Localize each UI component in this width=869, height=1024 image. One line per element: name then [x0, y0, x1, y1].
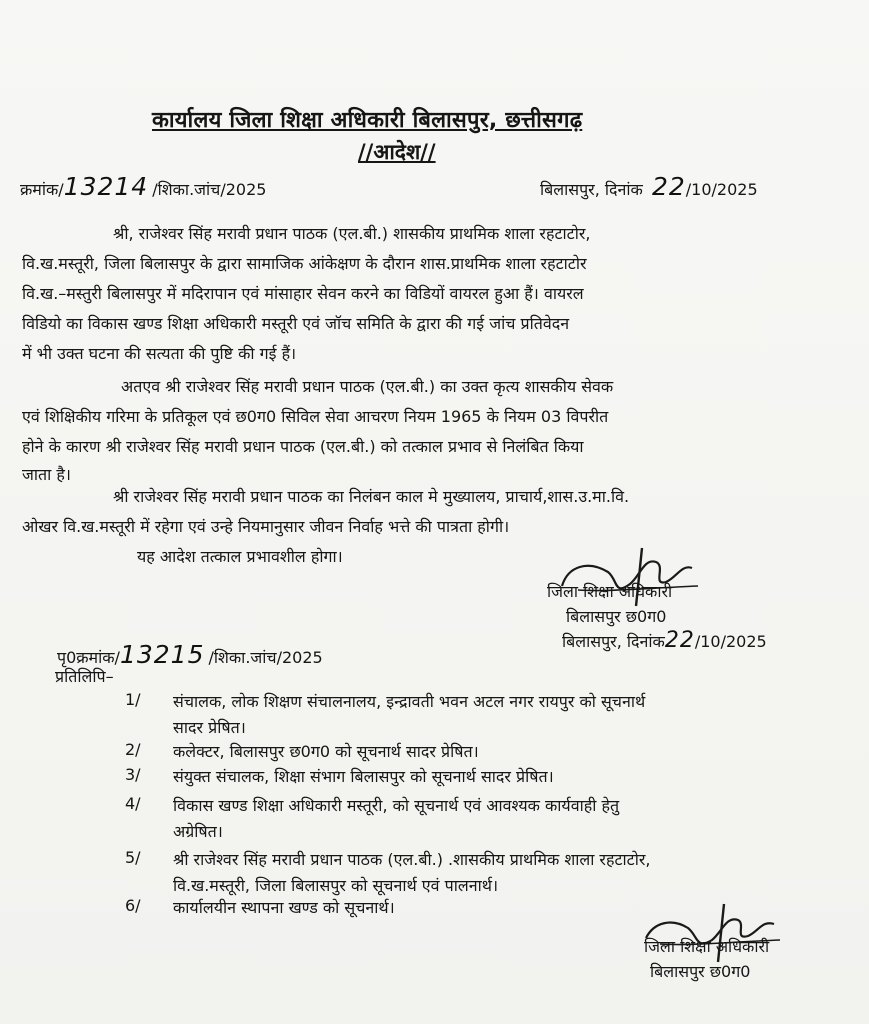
para1-line2: वि.ख.मस्तूरी, जिला बिलासपुर के द्वारा सामाजिक आंकेक्षण के दौरान शास.प्राथमिक शाला रहटाटोर — [22, 254, 587, 273]
para1-line4: विडियो का विकास खण्ड शिक्षा अधिकारी मस्तूरी एवं जॉच समिति के द्वारा की गई जांच प्रतिवेदन — [22, 314, 570, 333]
para1-line1: श्री, राजेश्वर सिंह मरावी प्रधान पाठक (एल.बी.) शासकीय प्राथमिक शाला रहटाटोर, — [113, 224, 591, 243]
copy-heading: प्रतिलिपि– — [55, 667, 114, 686]
signatory-designation-1: जिला शिक्षा अधिकारी — [547, 582, 673, 601]
copy-item-text: विकास खण्ड शिक्षा अधिकारी मस्तूरी, को सूचनार्थ एवं आवश्यक कार्यवाही हेतु — [173, 796, 620, 815]
copy-item-number: 2/ — [125, 740, 141, 759]
para3-line1: श्री राजेश्वर सिंह मरावी प्रधान पाठक का निलंबन काल मे मुख्यालय, प्राचार्य,शास.उ.मा.वि. — [113, 487, 630, 506]
para2-line4: जाता है। — [22, 465, 71, 484]
copy-ref-suffix: /शिका.जांच/2025 — [208, 648, 323, 667]
reference-line — [20, 172, 266, 201]
signature-date-1 — [562, 628, 767, 653]
ref-suffix: /शिका.जांच/2025 — [152, 180, 267, 199]
signatory-designation-2: जिला शिक्षा अधिकारी — [644, 937, 770, 956]
copy-item-text-2: वि.ख.मस्तूरी, जिला बिलासपुर को सूचनार्थ एवं पालनार्थ। — [173, 876, 499, 895]
copy-item-text: संयुक्त संचालक, शिक्षा संभाग बिलासपुर को सूचनार्थ सादर प्रेषित। — [173, 767, 554, 786]
ref-prefix: क्रमांक/ — [20, 180, 64, 199]
copy-item-number: 5/ — [125, 848, 141, 867]
copy-ref-prefix: पृ0क्रमांक/ — [57, 648, 120, 667]
para1-line5: में भी उक्त घटना की सत्यता की पुष्टि की गई हैं। — [22, 344, 297, 363]
para1-line3: वि.ख.–मस्तुरी बिलासपुर में मदिरापान एवं मांसाहार सेवन करने का विडियों वायरल हुआ हैं। वायरल — [22, 284, 584, 303]
copy-item-number: 3/ — [125, 765, 141, 784]
copy-item-text-2: सादर प्रेषित। — [173, 718, 246, 737]
sig-date-prefix: बिलासपुर, दिनांक — [562, 632, 665, 651]
copy-item-number: 4/ — [125, 794, 141, 813]
para3-line2: ओखर वि.ख.मस्तूरी में रहेगा एवं उन्हे नियमानुसार जीवन निर्वाह भत्ते की पात्रता होगी। — [22, 517, 510, 536]
copy-item-text-2: अग्रेषित। — [173, 822, 223, 841]
para2-line2: एवं शिक्षिकीय गरिमा के प्रतिकूल एवं छ0ग0 सिविल सेवा आचरण नियम 1965 के नियम 03 विपरीत — [22, 407, 609, 426]
signatory-place-2: बिलासपुर छ0ग0 — [650, 962, 751, 981]
copy-item-number: 1/ — [125, 690, 141, 709]
copy-item-text: संचालक, लोक शिक्षण संचालनालय, इन्द्रावती भवन अटल नगर रायपुर को सूचनार्थ — [173, 692, 646, 711]
sig-date-rest: /10/2025 — [694, 632, 767, 651]
date-prefix: बिलासपुर, दिनांक — [540, 180, 643, 199]
copy-item-text: श्री राजेश्वर सिंह मरावी प्रधान पाठक (एल.बी.) .शासकीय प्राथमिक शाला रहटाटोर, — [173, 850, 651, 869]
para2-line3: होने के कारण श्री राजेश्वर सिंह मरावी प्रधान पाठक (एल.बी.) को तत्काल प्रभाव से निलंबित किया — [22, 437, 584, 456]
order-title: //आदेश// — [358, 140, 436, 164]
para2-line1: अतएव श्री राजेश्वर सिंह मरावी प्रधान पाठक (एल.बी.) का उक्त कृत्य शासकीय सेवक — [121, 377, 614, 396]
signatory-place-1: बिलासपुर छ0ग0 — [566, 607, 667, 626]
date-rest: /10/2025 — [685, 180, 758, 199]
sig-date-day: 22 — [664, 628, 695, 653]
copy-item-number: 6/ — [125, 896, 141, 915]
date-line — [540, 172, 758, 201]
ref-number: 13214 — [63, 172, 149, 201]
date-day: 22 — [651, 172, 686, 201]
office-title: कार्यालय जिला शिक्षा अधिकारी बिलासपुर, छत्तीसगढ़ — [152, 108, 583, 133]
copy-item-text: कार्यालयीन स्थापना खण्ड को सूचनार्थ। — [173, 898, 395, 917]
copy-item-text: कलेक्टर, बिलासपुर छ0ग0 को सूचनार्थ सादर प्रेषित। — [173, 742, 479, 761]
para4: यह आदेश तत्काल प्रभावशील होगा। — [137, 547, 343, 566]
copy-ref-number: 13215 — [119, 640, 205, 669]
